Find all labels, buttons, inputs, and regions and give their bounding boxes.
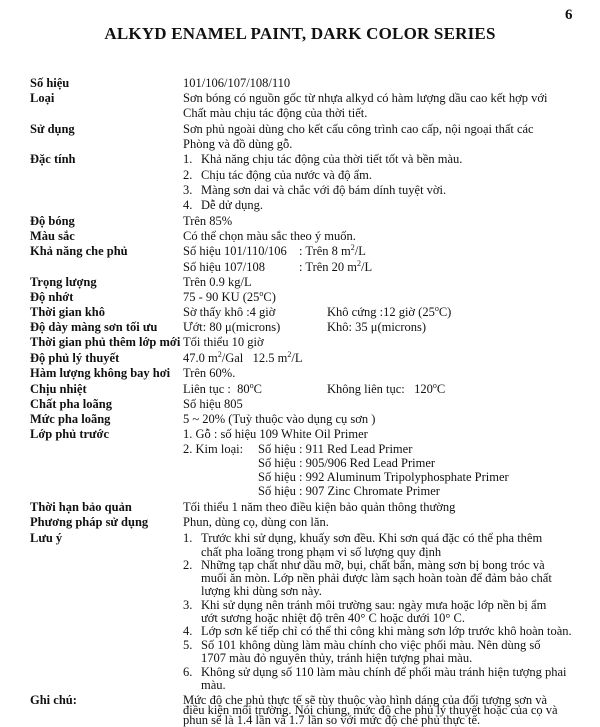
code-value: 101/106/107/108/110 <box>183 76 291 90</box>
method-label: Phương pháp sử dụng <box>30 515 149 529</box>
primer-metal: 2. Kim loại: <box>183 442 244 456</box>
note-line: chất pha loãng trong phạm vi số lượng quy định <box>201 544 442 559</box>
property-text: Chịu tác động của nước và độ ẩm. <box>201 168 372 182</box>
heat-label: Chịu nhiệt <box>30 382 87 396</box>
storage-value: Tối thiểu 1 năm theo điều kiện bảo quản thông thường <box>183 500 456 514</box>
document-title: ALKYD ENAMEL PAINT, DARK COLOR SERIES <box>104 24 496 43</box>
color-value: Có thể chọn màu sắc theo ý muốn. <box>183 229 356 243</box>
note-num: 1. <box>183 531 193 545</box>
thin-level-label: Mức pha loãng <box>30 412 111 426</box>
film-wet: Ướt: 80 μ(microns) <box>183 320 281 334</box>
coverage-label: Khả năng che phủ <box>30 244 128 258</box>
note-num: 3. <box>183 597 193 612</box>
method-value: Phun, dùng cọ, dùng con lăn. <box>183 515 329 529</box>
theoretical-value: 47.0 $m^2$/Gal 12.5 $m^2/L$ <box>183 349 303 365</box>
notes-label: Lưu ý <box>30 531 63 545</box>
properties-label: Đặc tính <box>30 152 76 166</box>
primer-item: Số hiệu : 905/906 Red Lead Primer <box>258 456 436 470</box>
note-line: 1707 màu đỏ nguyên thủy, tránh hiện tượng phai màu. <box>201 650 473 665</box>
theoretical-label: Độ phủ lý thuyết <box>30 351 120 365</box>
note-num: 2. <box>183 558 193 573</box>
usage-line: Sơn phủ ngoài dùng cho kết cấu công trình cao cấp, nội ngoại thất các <box>183 122 534 136</box>
property-text: Khả năng chịu tác động của thời tiết tốt và bền màu. <box>201 152 463 166</box>
note-line: Lớp sơn kế tiếp chỉ có thể thi công khi màng sơn lớp trước khô hoàn toàn. <box>201 624 572 639</box>
property-num: 4. <box>183 198 193 212</box>
gloss-label: Độ bóng <box>30 214 75 228</box>
page-number: 6 <box>565 7 573 23</box>
primer-item: Số hiệu : 911 Red Lead Primer <box>258 442 413 456</box>
coverage-value: : Trên 8 $m^2/L$ <box>299 242 366 258</box>
property-num: 1. <box>183 152 193 166</box>
note-line: Không sử dụng số 110 làm màu chính để phối màu tránh hiện tượng phai <box>201 665 567 680</box>
note-line: màu. <box>201 678 226 693</box>
property-num: 2. <box>183 168 193 182</box>
gloss-value: Trên 85% <box>183 214 233 228</box>
remark-line: điều kiện môi trường. Nói chung, mức độ che phủ lý thuyết hoặc của cọ và <box>183 702 558 717</box>
note-line: lượng khi dùng sơn này. <box>201 584 322 598</box>
thin-level-value: 5 ~ 20% (Tuỳ thuộc vào dụng cụ sơn ) <box>183 412 376 426</box>
primer-item: Số hiệu : 992 Aluminum Tripolyphosphate Primer <box>258 470 509 484</box>
property-num: 3. <box>183 183 193 197</box>
recoat-label: Thời gian phủ thêm lớp mới <box>30 335 181 349</box>
viscosity-label: Độ nhớt <box>30 290 74 304</box>
storage-label: Thời hạn bảo quản <box>30 500 132 514</box>
thinner-label: Chất pha loãng <box>30 397 112 411</box>
note-line: Những tạp chất như dầu mỡ, bụi, chất bẩn, màng sơn bị bong tróc và <box>201 558 545 573</box>
viscosity-value: 75 - 90 KU (25$^o$C) <box>183 288 276 304</box>
type-line: Sơn bóng có nguồn gốc từ nhựa alkyd có hàm lượng dầu cao kết hợp với <box>183 91 548 105</box>
code-label: Số hiệu <box>30 76 70 90</box>
remark-label: Ghi chú: <box>30 692 77 707</box>
weight-label: Trọng lượng <box>30 275 97 289</box>
heat-continuous: Liên tục : 80$^o$C <box>183 380 262 396</box>
note-num: 6. <box>183 665 193 680</box>
dry-time-label: Thời gian khô <box>30 305 106 319</box>
note-line: muối ăn mòn. Lớp nền phải được làm sạch hoàn toàn để đảm bảo chất <box>201 571 552 586</box>
nonvolatile-label: Hàm lượng không bay hơi <box>30 366 171 380</box>
dry-time-touch: Sờ thấy khô :4 giờ <box>183 305 276 319</box>
remark-line: Mức độ che phủ thực tế sẽ tùy thuộc vào hình dáng của đối tượng sơn và <box>183 692 548 707</box>
color-label: Màu sắc <box>30 229 75 243</box>
dry-time-hard: Khô cứng :12 giờ (25$^o$C) <box>327 303 452 319</box>
note-line: Số 101 không dùng làm màu chính cho việc phối màu. Nên dùng số <box>201 638 541 652</box>
property-text: Màng sơn dai và chắc với độ bám dính tuyệt vời. <box>201 183 447 197</box>
coverage-code: Số hiệu 101/110/106 <box>183 244 287 258</box>
note-line: Khi sử dụng nên tránh môi trường sau: ngày mưa hoặc lớp nền bị ẩm <box>201 597 547 612</box>
usage-label: Sử dụng <box>30 122 75 136</box>
recoat-value: Tối thiểu 10 giờ <box>183 335 264 349</box>
film-dry: Khô: 35 μ(microns) <box>327 320 427 334</box>
type-line: Chất màu chịu tác động của thời tiết. <box>183 106 368 120</box>
primer-item: Số hiệu : 907 Zinc Chromate Primer <box>258 484 440 498</box>
coverage-code: Số hiệu 107/108 <box>183 260 265 274</box>
note-num: 5. <box>183 638 193 652</box>
heat-intermittent: Không liên tục: 120$^o$C <box>327 380 446 396</box>
primer-label: Lớp phủ trước <box>30 427 109 441</box>
film-label: Độ dày màng sơn tối ưu <box>30 320 158 334</box>
usage-line: Phòng và đồ dùng gỗ. <box>183 137 293 151</box>
note-num: 4. <box>183 624 193 639</box>
nonvolatile-value: Trên 60%. <box>183 366 236 380</box>
coverage-value: : Trên 20 $m^2/L$ <box>299 258 373 274</box>
primer-wood: 1. Gỗ : số hiệu 109 White Oil Primer <box>183 427 368 441</box>
note-line: ướt sương hoặc nhiệt độ trên 40° C hoặc dưới 10° C. <box>201 610 466 625</box>
weight-value: Trên 0.9 kg/L <box>183 275 252 289</box>
type-label: Loại <box>30 91 55 105</box>
note-line: Trước khi sử dụng, khuấy sơn đều. Khi sơn quá đặc có thể pha thêm <box>201 531 543 545</box>
thinner-value: Số hiệu 805 <box>183 397 243 411</box>
property-text: Dễ dử dụng. <box>201 198 263 212</box>
remark-line: phun sẽ là 1.4 lần và 1.7 lần so với mức độ che phủ thực tế. <box>183 713 481 727</box>
